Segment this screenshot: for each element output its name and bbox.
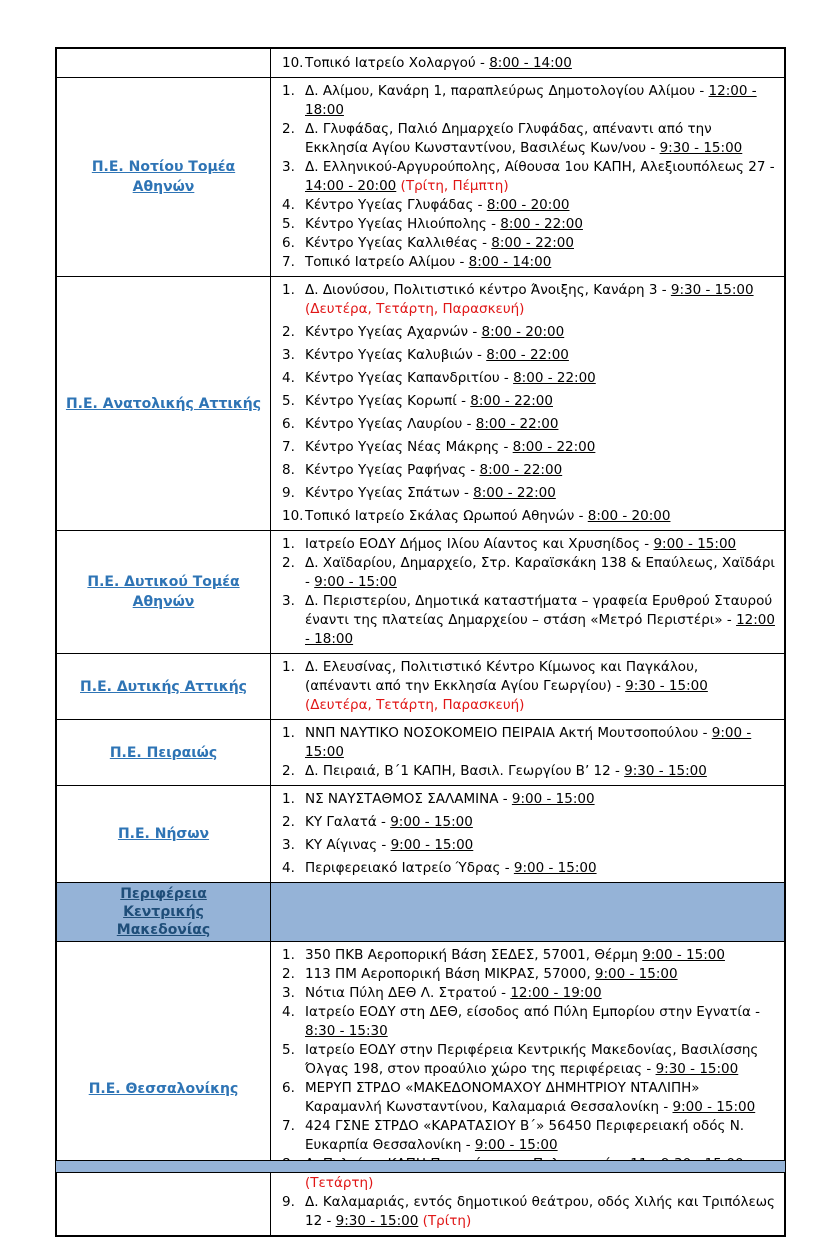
location-name: 424 ΓΣΝΕ ΣΤΡΔΟ «ΚΑΡΑΤΑΣΙΟΥ Β´» 56450 Περιφερειακή οδός Ν. Ευκαρπία Θεσσαλονίκη - <box>305 1118 745 1153</box>
location-text <box>305 234 778 253</box>
region-cell <box>57 942 271 1235</box>
opening-hours: 8:00 - 14:00 <box>489 54 572 71</box>
list-item <box>275 1079 778 1117</box>
table-row <box>57 77 784 276</box>
opening-hours: 8:00 - 22:00 <box>475 416 559 432</box>
location-name: Τοπικό Ιατρείο Αλίμου - <box>305 254 469 270</box>
location-name: 350 ΠΚΒ Αεροπορική Βάση ΣΕΔΕΣ, 57001, Θέρμη <box>305 947 643 963</box>
location-text <box>305 535 778 554</box>
item-number: 3. <box>282 837 295 853</box>
opening-hours: 12:00 - 19:00 <box>510 985 602 1001</box>
location-name: Ιατρείο ΕΟΔΥ στη ΔΕΘ, είσοδος από Πύλη Εμπορίου στην Εγνατία - <box>305 1004 761 1020</box>
opening-hours: 8:00 - 22:00 <box>470 393 553 409</box>
location-text <box>305 253 778 272</box>
opening-hours: 9:00 - 15:00 <box>513 860 597 876</box>
item-number: 2. <box>282 966 295 982</box>
opening-hours: 9:30 - 15:00 <box>670 282 754 298</box>
location-name: Κέντρο Υγείας Καπανδριτίου - <box>305 370 514 386</box>
list-item <box>275 281 778 319</box>
list-item <box>275 54 778 73</box>
location-text <box>305 323 778 342</box>
list-item <box>275 215 778 234</box>
region-cell <box>57 720 271 785</box>
table-row <box>57 530 784 653</box>
item-number: 4. <box>282 197 295 213</box>
location-name: Δ. Περιστερίου, Δημοτικά καταστήματα – γραφεία Ερυθρού Σταυρού έναντι της πλατείας Δημαρχείου – στάση «Μετρό Περιστέρι» - <box>305 593 773 628</box>
location-name: Κέντρο Υγείας Σπάτων - <box>305 485 474 501</box>
location-name: Δ. Ελληνικού-Αργυρούπολης, Αίθουσα 1ου ΚΑΠΗ, Αλεξιουπόλεως 27 - <box>305 159 775 175</box>
location-name: Κέντρο Υγείας Καλλιθέας - <box>305 235 492 251</box>
location-text <box>305 82 778 120</box>
day-note: (Τρίτη) <box>418 1213 472 1229</box>
opening-hours: 9:30 - 15:00 <box>625 678 708 694</box>
opening-hours: 9:00 - 15:00 <box>390 814 473 830</box>
location-text <box>305 1041 778 1079</box>
location-name: Δ. Χαϊδαρίου, Δημαρχείο, Στρ. Καραϊσκάκη 138 & Επαύλεως, Χαϊδάρι - <box>305 555 776 590</box>
day-note: (Δευτέρα, Τετάρτη, Παρασκευή) <box>305 697 525 713</box>
opening-hours: 9:00 - 15:00 <box>314 574 397 590</box>
list-item <box>275 813 778 832</box>
region-cell <box>57 78 271 276</box>
location-name: ΝΝΠ ΝΑΥΤΙΚΟ ΝΟΣΟΚΟΜΕΙΟ ΠΕΙΡΑΙΑ Ακτή Μουτσοπούλου - <box>305 725 712 741</box>
opening-hours: 9:00 - 15:00 <box>390 837 474 853</box>
list-item <box>275 158 778 196</box>
day-note: (Τετάρτη) <box>305 1175 374 1191</box>
opening-hours: 9:30 - 15:00 <box>335 1213 419 1229</box>
opening-hours: 8:00 - 22:00 <box>500 216 583 232</box>
opening-hours: 8:30 - 15:30 <box>305 1023 388 1039</box>
day-note: (Τρίτη, Πέμπτη) <box>396 178 509 194</box>
locations-cell <box>271 942 784 1235</box>
table-row <box>57 276 784 530</box>
location-name: Δ. Αλίμου, Κανάρη 1, παραπλεύρως Δημοτολογίου Αλίμου - <box>305 83 709 99</box>
item-number: 7. <box>282 439 295 455</box>
location-name: Τοπικό Ιατρείο Σκάλας Ωρωπού Αθηνών - <box>305 508 588 524</box>
item-number: 1. <box>282 725 295 741</box>
list-item <box>275 535 778 554</box>
table-row <box>57 49 784 77</box>
location-text <box>305 946 778 965</box>
item-number: 1. <box>282 536 295 552</box>
locations-cell <box>271 49 784 77</box>
location-text <box>305 369 778 388</box>
location-text <box>305 1193 778 1231</box>
item-number: 1. <box>282 282 295 298</box>
location-text <box>305 592 778 649</box>
region-header-link[interactable]: Περιφέρεια Κεντρικής Μακεδονίας <box>116 886 211 938</box>
item-number: 4. <box>282 1004 295 1020</box>
list-item <box>275 1117 778 1155</box>
item-number: 8. <box>282 462 295 478</box>
location-text <box>305 54 778 73</box>
location-name: Νότια Πύλη ΔΕΘ Λ. Στρατού - <box>305 985 511 1001</box>
list-item <box>275 762 778 781</box>
location-text <box>305 158 778 196</box>
opening-hours: 8:00 - 22:00 <box>479 462 563 478</box>
item-number: 1. <box>282 83 295 99</box>
table-row <box>57 653 784 719</box>
item-number: 3. <box>282 347 295 363</box>
item-number: 1. <box>282 947 295 963</box>
locations-cell <box>271 277 784 530</box>
opening-hours: 12:00 - 18:00 <box>305 83 757 118</box>
location-name: Περιφερειακό Ιατρείο Ύδρας - <box>305 860 514 876</box>
location-text <box>305 658 778 715</box>
region-cell <box>57 531 271 653</box>
location-text <box>305 724 778 762</box>
location-text <box>305 836 778 855</box>
locations-cell <box>271 883 784 941</box>
item-number: 3. <box>282 159 295 175</box>
item-number: 2. <box>282 763 295 779</box>
list-item <box>275 1193 778 1231</box>
list-item <box>275 253 778 272</box>
item-number: 9. <box>282 485 295 501</box>
location-text <box>305 762 778 781</box>
location-name: Καραμανλή Κωνσταντίνου, Καλαμαριά Θεσσαλονίκη - <box>305 1099 673 1115</box>
location-name: ΚΥ Γαλατά - <box>305 814 391 830</box>
location-name: Τοπικό Ιατρείο Χολαργού - <box>305 54 490 71</box>
item-number: 4. <box>282 370 295 386</box>
location-text <box>305 1079 778 1117</box>
location-name: Κέντρο Υγείας Νέας Μάκρης - <box>305 439 513 455</box>
region-cell <box>57 49 271 77</box>
location-name: ΜΕΡΥΠ ΣΤΡΔΟ «ΜΑΚΕΔΟΝΟΜΑΧΟΥ ΔΗΜΗΤΡΙΟΥ ΝΤΑΛΙΠΗ» <box>305 1080 700 1096</box>
locations-cell <box>271 78 784 276</box>
region-link[interactable]: Π.Ε. Ανατολικής Αττικής <box>65 395 262 412</box>
opening-hours: 9:00 - 15:00 <box>511 791 595 807</box>
location-name: Δ. Ελευσίνας, Πολιτιστικό Κέντρο Κίμωνος και Παγκάλου, <box>305 659 699 675</box>
item-number: 10. <box>282 54 304 71</box>
item-number: 10. <box>282 508 304 524</box>
list-item <box>275 438 778 457</box>
opening-hours: 8:00 - 22:00 <box>512 439 596 455</box>
location-name: Κέντρο Υγείας Αχαρνών - <box>305 324 482 340</box>
region-link[interactable]: Π.Ε. Θεσσαλονίκης <box>88 1080 239 1097</box>
location-text <box>305 215 778 234</box>
table-row <box>57 882 784 941</box>
opening-hours: 9:00 - 15:00 <box>642 947 725 963</box>
region-cell <box>57 883 271 941</box>
item-number: 5. <box>282 393 295 409</box>
list-item <box>275 859 778 878</box>
location-text <box>305 461 778 480</box>
location-text <box>305 415 778 434</box>
item-number: 1. <box>282 791 295 807</box>
list-item <box>275 323 778 342</box>
opening-hours: 8:00 - 20:00 <box>587 508 671 524</box>
location-text <box>305 438 778 457</box>
list-item <box>275 1003 778 1041</box>
table-row <box>57 719 784 785</box>
item-number: 1. <box>282 659 295 675</box>
opening-hours: 9:30 - 15:00 <box>655 1061 739 1077</box>
item-number: 7. <box>282 1118 295 1134</box>
opening-hours: 14:00 - 20:00 <box>305 178 397 194</box>
location-name: Δ. Γλυφάδας, Παλιό Δημαρχείο Γλυφάδας, απέναντι από την Εκκλησία Αγίου Κωνσταντίνου, Βασιλέως Κων/νου - <box>305 121 712 156</box>
location-name: Δ. Καλαμαριάς, εντός δημοτικού θεάτρου, οδός Χιλής και Τριπόλεως 12 - <box>305 1194 775 1229</box>
item-number: 9. <box>282 1194 295 1210</box>
opening-hours: 8:00 - 22:00 <box>491 235 574 251</box>
location-text <box>305 1003 778 1041</box>
location-text <box>305 281 778 319</box>
item-number: 2. <box>282 121 295 137</box>
list-item <box>275 234 778 253</box>
list-item <box>275 196 778 215</box>
list-item <box>275 461 778 480</box>
location-text <box>305 507 778 526</box>
list-item <box>275 965 778 984</box>
region-link[interactable]: Π.Ε. Δυτικού Τομέα Αθηνών <box>87 574 240 610</box>
opening-hours: 8:00 - 22:00 <box>486 347 569 363</box>
region-cell <box>57 786 271 882</box>
opening-hours: 9:00 - 15:00 <box>474 1137 558 1153</box>
opening-hours: 12:00 - 18:00 <box>305 612 775 647</box>
item-number: 6. <box>282 416 295 432</box>
location-text <box>305 813 778 832</box>
item-number: 3. <box>282 985 295 1001</box>
opening-hours: 9:00 - 15:00 <box>594 966 678 982</box>
location-name: Δ. Διονύσου, Πολιτιστικό κέντρο Άνοιξης, Κανάρη 3 - <box>305 282 671 298</box>
opening-hours: 8:00 - 22:00 <box>513 370 596 386</box>
location-text <box>305 965 778 984</box>
list-item <box>275 415 778 434</box>
list-item <box>275 984 778 1003</box>
location-name: Κέντρο Υγείας Ηλιούπολης - <box>305 216 501 232</box>
location-text <box>305 484 778 503</box>
table-row <box>57 785 784 882</box>
item-number: 2. <box>282 814 295 830</box>
item-number: 6. <box>282 1080 295 1096</box>
item-number: 5. <box>282 1042 295 1058</box>
location-text <box>305 554 778 592</box>
location-name: Δ. Πειραιά, Β´1 ΚΑΠΗ, Βασιλ. Γεωργίου Β’ 12 - <box>305 763 625 779</box>
list-item <box>275 1041 778 1079</box>
list-item <box>275 507 778 526</box>
location-name: Κέντρο Υγείας Καλυβιών - <box>305 347 487 363</box>
location-text <box>305 392 778 411</box>
region-cell <box>57 277 271 530</box>
location-name: (απέναντι από την Εκκλησία Αγίου Γεωργίου) - <box>305 678 626 694</box>
item-number: 4. <box>282 860 295 876</box>
region-link[interactable]: Π.Ε. Νήσων <box>117 826 210 842</box>
location-text <box>305 1117 778 1155</box>
item-number: 7. <box>282 254 295 270</box>
list-item <box>275 946 778 965</box>
location-text <box>305 859 778 878</box>
item-number: 5. <box>282 216 295 232</box>
list-item <box>275 392 778 411</box>
list-item <box>275 724 778 762</box>
day-note: (Δευτέρα, Τετάρτη, Παρασκευή) <box>305 301 525 317</box>
location-name: Ιατρείο ΕΟΔΥ στην Περιφέρεια Κεντρικής Μακεδονίας, Βασιλίσσης Όλγας 198, στον προαύλιο χώρο της περιφέρειας - <box>305 1042 759 1077</box>
item-number: 2. <box>282 555 295 571</box>
list-item <box>275 346 778 365</box>
next-table-header-strip <box>55 1160 786 1173</box>
location-name: 113 ΠΜ Αεροπορική Βάση ΜΙΚΡΑΣ, 57000, <box>305 966 595 982</box>
opening-hours: 8:00 - 20:00 <box>486 197 570 213</box>
schedule-table <box>55 47 786 1237</box>
location-text <box>305 790 778 809</box>
list-item <box>275 484 778 503</box>
location-name: Κέντρο Υγείας Κορωπί - <box>305 393 471 409</box>
location-text <box>305 120 778 158</box>
region-cell <box>57 654 271 719</box>
location-name: Ιατρείο ΕΟΔΥ Δήμος Ιλίου Αίαντος και Χρυσηίδος - <box>305 536 654 552</box>
locations-cell <box>271 654 784 719</box>
list-item <box>275 592 778 649</box>
location-text <box>305 346 778 365</box>
list-item <box>275 369 778 388</box>
region-link[interactable]: Π.Ε. Πειραιώς <box>109 744 218 761</box>
location-text <box>305 984 778 1003</box>
opening-hours: 8:00 - 22:00 <box>473 485 556 501</box>
locations-cell <box>271 720 784 785</box>
opening-hours: 9:00 - 15:00 <box>305 725 752 760</box>
list-item <box>275 554 778 592</box>
location-name: Κέντρο Υγείας Ραφήνας - <box>305 462 480 478</box>
list-item <box>275 790 778 809</box>
region-link[interactable]: Π.Ε. Δυτικής Αττικής <box>80 678 247 695</box>
item-number: 3. <box>282 593 295 609</box>
locations-cell <box>271 786 784 882</box>
opening-hours: 9:00 - 15:00 <box>672 1099 756 1115</box>
list-item <box>275 120 778 158</box>
location-text <box>305 196 778 215</box>
list-item <box>275 836 778 855</box>
locations-cell <box>271 531 784 653</box>
list-item <box>275 82 778 120</box>
opening-hours: 9:30 - 15:00 <box>659 140 743 156</box>
item-number: 6. <box>282 235 295 251</box>
location-name: Κέντρο Υγείας Γλυφάδας - <box>305 197 487 213</box>
list-item <box>275 658 778 715</box>
location-name: ΝΣ ΝΑΥΣΤΑΘΜΟΣ ΣΑΛΑΜΙΝΑ - <box>305 791 512 807</box>
opening-hours: 8:00 - 20:00 <box>481 324 565 340</box>
opening-hours: 9:30 - 15:00 <box>624 763 707 779</box>
region-link[interactable]: Π.Ε. Νοτίου Τομέα Αθηνών <box>91 159 236 195</box>
location-name: Κέντρο Υγείας Λαυρίου - <box>305 416 476 432</box>
table-row <box>57 941 784 1235</box>
location-name: ΚΥ Αίγινας - <box>305 837 391 853</box>
opening-hours: 9:00 - 15:00 <box>653 536 737 552</box>
item-number: 2. <box>282 324 295 340</box>
opening-hours: 8:00 - 14:00 <box>468 254 552 270</box>
